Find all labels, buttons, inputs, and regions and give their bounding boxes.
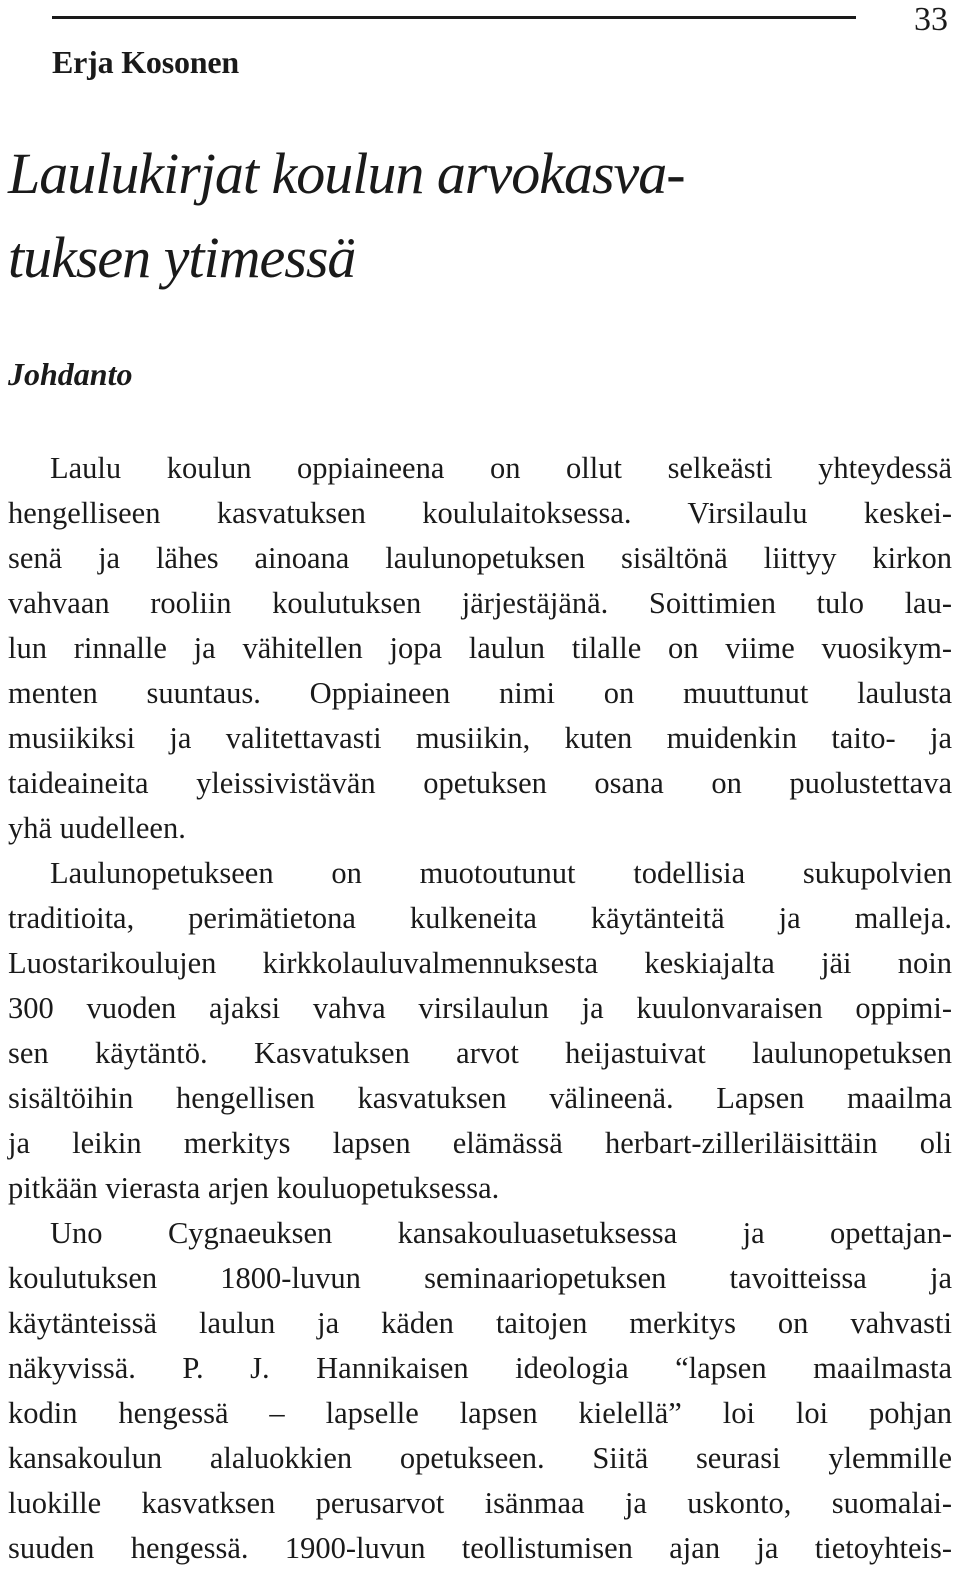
text-line: sen käytäntö. Kasvatuksen arvot heijastuivat laulunopetuksen [8, 1036, 952, 1070]
text-line: Laulunopetukseen on muotoutunut todellisia sukupolvien [50, 856, 952, 890]
text-line: koulutuksen 1800-luvun seminaariopetuksen tavoitteissa ja [8, 1261, 952, 1295]
text-line: pitkään vierasta arjen kouluopetuksessa. [8, 1171, 500, 1205]
author-name: Erja Kosonen [52, 44, 239, 80]
text-line: 300 vuoden ajaksi vahva virsilaulun ja kuulonvaraisen oppimi- [8, 991, 952, 1025]
text-line: näkyvissä. P. J. Hannikaisen ideologia “lapsen maailmasta [8, 1351, 952, 1385]
text-line: kodin hengessä – lapselle lapsen kielellä” loi loi pohjan [8, 1396, 952, 1430]
text-line: vahvaan rooliin koulutuksen järjestäjänä. Soittimien tulo lau- [8, 586, 952, 620]
text-line: menten suuntaus. Oppiaineen nimi on muuttunut laulusta [8, 676, 952, 710]
text-line: hengelliseen kasvatuksen koululaitoksessa. Virsilaulu keskei- [8, 496, 952, 530]
text-line: lun rinnalle ja vähitellen jopa laulun tilalle on viime vuosikym- [8, 631, 952, 665]
text-line: taideaineita yleissivistävän opetuksen osana on puolustettava [8, 766, 952, 800]
text-line: käytänteissä laulun ja käden taitojen merkitys on vahvasti [8, 1306, 952, 1340]
article-title [8, 132, 948, 300]
text-line: suuden hengessä. 1900-luvun teollistumisen ajan ja tietoyhteis- [8, 1531, 952, 1565]
text-line: Laulu koulun oppiaineena on ollut selkeästi yhteydessä [50, 451, 952, 485]
text-line: luokille kasvatksen perusarvot isänmaa ja uskonto, suomalai- [8, 1486, 952, 1520]
text-line: musiikiksi ja valitettavasti musiikin, kuten muidenkin taito- ja [8, 721, 952, 755]
paragraph [8, 1211, 952, 1571]
text-line: ja leikin merkitys lapsen elämässä herbart-zilleriläisittäin oli [8, 1126, 952, 1160]
header-rule [52, 16, 856, 19]
section-heading: Johdanto [8, 356, 133, 392]
text-line: Uno Cygnaeuksen kansakouluasetuksessa ja opettajan- [50, 1216, 952, 1250]
paragraph [8, 446, 952, 851]
text-line: Luostarikoulujen kirkkolauluvalmennuksesta keskiajalta jäi noin [8, 946, 952, 980]
body-text [8, 446, 952, 1571]
text-line: sisältöihin hengellisen kasvatuksen välineenä. Lapsen maailma [8, 1081, 952, 1115]
text-line: yhä uudelleen. [8, 811, 186, 845]
text-line: kansakoulun alaluokkien opetukseen. Siitä seurasi ylemmille [8, 1441, 952, 1475]
article-title-line: Laulukirjat koulun arvokasva- [8, 141, 685, 206]
text-line: senä ja lähes ainoana laulunopetuksen sisältönä liittyy kirkon [8, 541, 952, 575]
page-number: 33 [914, 1, 948, 38]
paragraph [8, 851, 952, 1211]
text-line: traditioita, perimätietona kulkeneita käytänteitä ja malleja. [8, 901, 952, 935]
article-title-line: tuksen ytimessä [8, 225, 356, 290]
